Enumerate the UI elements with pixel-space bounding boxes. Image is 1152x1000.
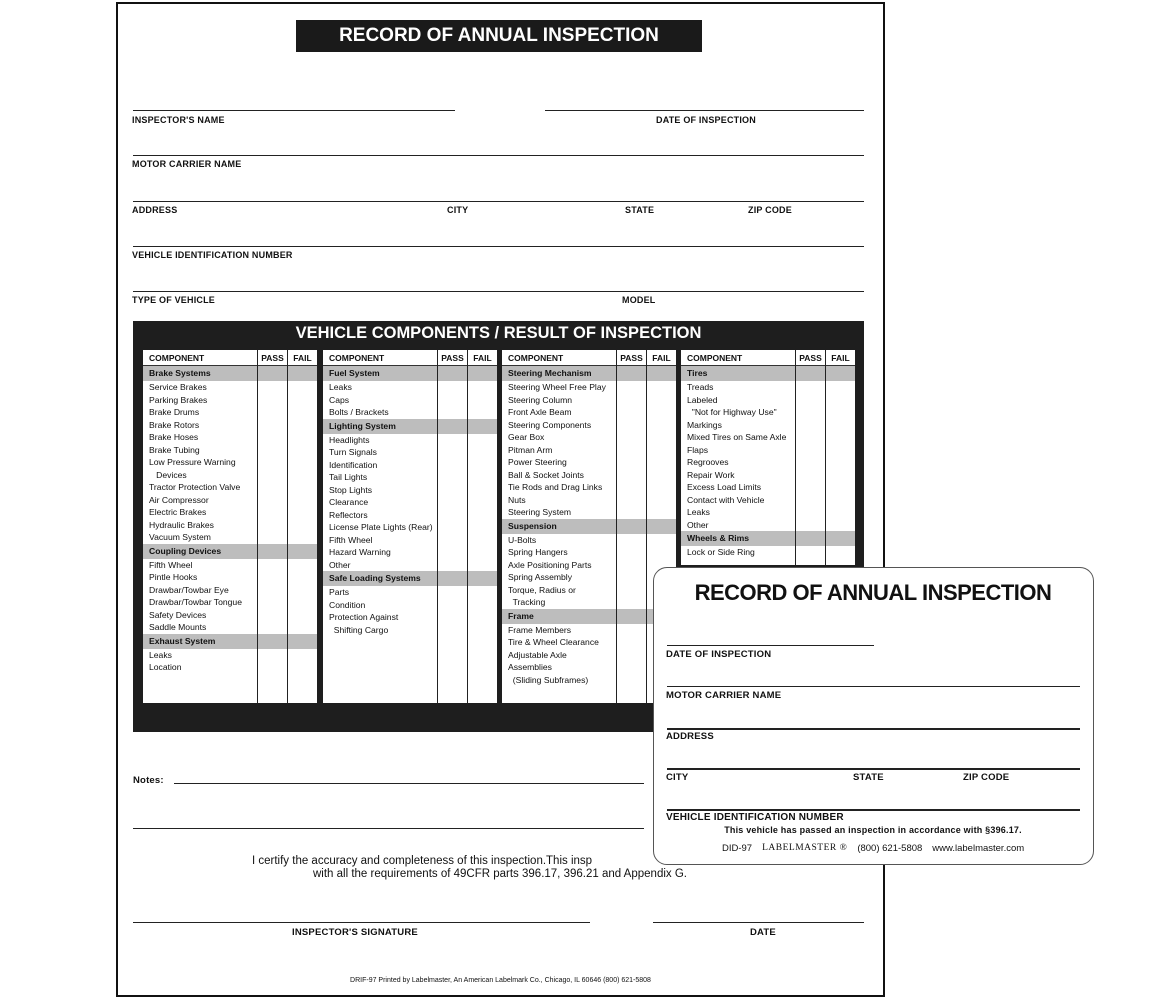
column-divider <box>437 350 438 703</box>
card-date-line <box>667 645 874 646</box>
column-divider <box>825 350 826 565</box>
inspection-card <box>653 567 1094 865</box>
section-header: Suspension <box>502 519 676 534</box>
component-row: Mixed Tires on Same Axle <box>687 432 787 442</box>
section-header: Tires <box>681 366 855 381</box>
component-row: Lock or Side Ring <box>687 547 755 557</box>
component-row: Low Pressure Warning Devices <box>149 457 236 480</box>
fail-header: FAIL <box>467 350 497 365</box>
component-row: Safety Devices <box>149 609 207 620</box>
component-row: Brake Drums <box>149 407 200 417</box>
component-row: Front Axle Beam <box>508 407 572 417</box>
component-row: Stop Lights <box>329 484 372 495</box>
component-row: Contact with Vehicle <box>687 494 765 505</box>
card-code: DID-97 <box>722 843 753 854</box>
card-vin-line <box>667 809 1080 811</box>
component-row: Leaks <box>329 382 352 392</box>
card-state-label: STATE <box>853 772 884 783</box>
card-zip-label: ZIP CODE <box>963 772 1010 783</box>
notes-line-1 <box>174 783 644 784</box>
component-row: Vacuum System <box>149 532 211 542</box>
component-row: Reflectors <box>329 509 368 520</box>
column-divider <box>287 350 288 703</box>
component-row: Steering System <box>508 507 572 517</box>
component-row: U-Bolts <box>508 534 537 545</box>
column-header <box>143 350 317 366</box>
component-row: Pintle Hooks <box>149 572 198 582</box>
card-city-label: CITY <box>666 772 689 783</box>
card-title: RECORD OF ANNUAL INSPECTION <box>694 580 1052 605</box>
component-row: Tractor Protection Valve <box>149 482 241 492</box>
section-header: Exhaust System <box>143 634 317 649</box>
card-vin-label: VEHICLE IDENTIFICATION NUMBER <box>666 812 844 823</box>
component-row: Torque, Radius or Tracking <box>508 584 576 607</box>
component-row: Labeled "Not for Highway Use" <box>687 394 777 417</box>
component-row: Gear Box <box>508 432 545 442</box>
component-row: Headlights <box>329 434 370 445</box>
motor-carrier-line <box>133 155 864 156</box>
component-header: COMPONENT <box>329 353 385 363</box>
column-divider <box>795 350 796 565</box>
date-of-inspection-label: DATE OF INSPECTION <box>656 115 756 125</box>
component-row: Power Steering <box>508 457 567 467</box>
component-row: Saddle Mounts <box>149 622 207 632</box>
component-row: Identification <box>329 459 378 470</box>
zip-label: ZIP CODE <box>748 205 792 215</box>
component-row: Fifth Wheel <box>329 534 373 545</box>
component-row: Brake Hoses <box>149 432 199 442</box>
certification-line-1: I certify the accuracy and completeness of this inspection.This insp <box>252 855 593 867</box>
component-row: Tire & Wheel Clearance <box>508 637 599 647</box>
inspector-name-label: INSPECTOR'S NAME <box>132 115 225 125</box>
components-title: VEHICLE COMPONENTS / RESULT OF INSPECTION <box>295 324 702 342</box>
component-row: Leaks <box>687 507 710 517</box>
column-divider <box>616 350 617 703</box>
component-row: Turn Signals <box>329 447 377 457</box>
notes-label: Notes: <box>133 775 164 786</box>
component-row: Axle Positioning Parts <box>508 559 592 570</box>
signature-line <box>133 922 590 923</box>
section-header: Safe Loading Systems <box>323 571 497 586</box>
component-row: Location <box>149 662 182 672</box>
component-row: Drawbar/Towbar Tongue <box>149 597 242 607</box>
signature-date-line <box>653 922 864 923</box>
component-header: COMPONENT <box>149 353 205 363</box>
component-column <box>502 350 676 703</box>
address-label: ADDRESS <box>132 205 178 215</box>
component-row: Parts <box>329 587 350 597</box>
component-row: Caps <box>329 394 350 405</box>
column-body <box>143 366 317 674</box>
component-row: License Plate Lights (Rear) <box>329 522 433 532</box>
section-header: Wheels & Rims <box>681 531 855 546</box>
column-body <box>502 366 676 686</box>
city-label: CITY <box>447 205 469 215</box>
card-carrier-line <box>667 686 1080 687</box>
section-header: Lighting System <box>323 419 497 434</box>
pass-header: PASS <box>616 350 646 365</box>
component-row: Clearance <box>329 497 369 507</box>
component-row: Markings <box>687 419 722 430</box>
component-row: Protection Against Shifting Cargo <box>329 612 399 635</box>
component-row: Pitman Arm <box>508 444 553 455</box>
component-row: Steering Column <box>508 394 573 405</box>
column-body <box>323 366 497 636</box>
card-website: www.labelmaster.com <box>932 843 1025 854</box>
component-row: Hazard Warning <box>329 547 391 557</box>
component-row: Hydraulic Brakes <box>149 519 214 530</box>
date-line <box>545 110 864 111</box>
card-footer <box>722 843 1024 854</box>
fail-header: FAIL <box>825 350 855 365</box>
component-column <box>323 350 497 703</box>
component-row: Electric Brakes <box>149 507 207 517</box>
component-row: Adjustable Axle Assemblies (Sliding Subframes) <box>508 649 589 685</box>
type-of-vehicle-label: TYPE OF VEHICLE <box>132 295 216 305</box>
vin-label: VEHICLE IDENTIFICATION NUMBER <box>132 250 293 260</box>
model-label: MODEL <box>622 295 656 305</box>
card-address-label: ADDRESS <box>666 731 714 742</box>
component-row: Steering Components <box>508 419 592 430</box>
form-title: RECORD OF ANNUAL INSPECTION <box>296 20 702 52</box>
component-row: Spring Assembly <box>508 572 573 582</box>
column-header <box>323 350 497 366</box>
component-header: COMPONENT <box>508 353 564 363</box>
component-row: Air Compressor <box>149 494 209 505</box>
component-row: Steering Wheel Free Play <box>508 382 606 392</box>
component-row: Condition <box>329 599 366 610</box>
component-header: COMPONENT <box>687 353 743 363</box>
section-header: Brake Systems <box>143 366 317 381</box>
component-row: Drawbar/Towbar Eye <box>149 584 229 595</box>
pass-header: PASS <box>795 350 825 365</box>
motor-carrier-label: MOTOR CARRIER NAME <box>132 159 242 169</box>
component-row: Brake Tubing <box>149 444 200 455</box>
column-divider <box>467 350 468 703</box>
column-divider <box>257 350 258 703</box>
address-line <box>133 201 864 202</box>
vehicle-type-line <box>133 291 864 292</box>
section-header: Frame <box>502 609 676 624</box>
component-column <box>681 350 855 565</box>
section-header: Steering Mechanism <box>502 366 676 381</box>
column-divider <box>646 350 647 703</box>
component-row: Excess Load Limits <box>687 482 762 492</box>
component-column <box>143 350 317 703</box>
date-label: DATE <box>750 927 776 938</box>
fail-header: FAIL <box>287 350 317 365</box>
column-header <box>502 350 676 366</box>
component-row: Regrooves <box>687 457 729 467</box>
component-row: Leaks <box>149 649 172 660</box>
certification-line-2: with all the requirements of 49CFR parts 396.17, 396.21 and Appendix G. <box>313 868 687 880</box>
component-row: Other <box>329 559 351 570</box>
card-phone: (800) 621-5808 <box>857 843 923 854</box>
component-row: Tie Rods and Drag Links <box>508 482 603 492</box>
notes-line-2 <box>133 828 644 829</box>
component-row: Ball & Socket Joints <box>508 469 584 480</box>
pass-header: PASS <box>257 350 287 365</box>
section-header: Coupling Devices <box>143 544 317 559</box>
component-row: Treads <box>687 382 714 392</box>
vin-line <box>133 246 864 247</box>
component-row: Nuts <box>508 494 526 505</box>
component-row: Spring Hangers <box>508 547 568 557</box>
column-body <box>681 366 855 559</box>
component-row: Repair Work <box>687 469 735 480</box>
column-header <box>681 350 855 366</box>
card-date-label: DATE OF INSPECTION <box>666 649 772 660</box>
component-row: Parking Brakes <box>149 394 208 405</box>
component-row: Bolts / Brackets <box>329 407 389 417</box>
component-row: Brake Rotors <box>149 419 200 430</box>
state-label: STATE <box>625 205 655 215</box>
component-row: Service Brakes <box>149 382 207 392</box>
signature-label: INSPECTOR'S SIGNATURE <box>292 927 418 938</box>
pass-header: PASS <box>437 350 467 365</box>
inspector-name-line <box>133 110 455 111</box>
labelmaster-logo: LABELMASTER ® <box>762 843 848 853</box>
card-address-line <box>667 728 1080 730</box>
card-passed-statement: This vehicle has passed an inspection in accordance with §396.17. <box>724 825 1022 835</box>
card-carrier-label: MOTOR CARRIER NAME <box>666 690 782 701</box>
form-footer: DRIF-97 Printed by Labelmaster, An American Labelmark Co., Chicago, IL 60646 (800) 621-5808 <box>350 977 651 984</box>
component-row: Frame Members <box>508 624 572 635</box>
component-row: Other <box>687 519 709 530</box>
component-row: Flaps <box>687 444 709 455</box>
card-city-line <box>667 768 1080 770</box>
component-row: Tail Lights <box>329 472 368 482</box>
fail-header: FAIL <box>646 350 676 365</box>
component-row: Fifth Wheel <box>149 559 193 570</box>
section-header: Fuel System <box>323 366 497 381</box>
